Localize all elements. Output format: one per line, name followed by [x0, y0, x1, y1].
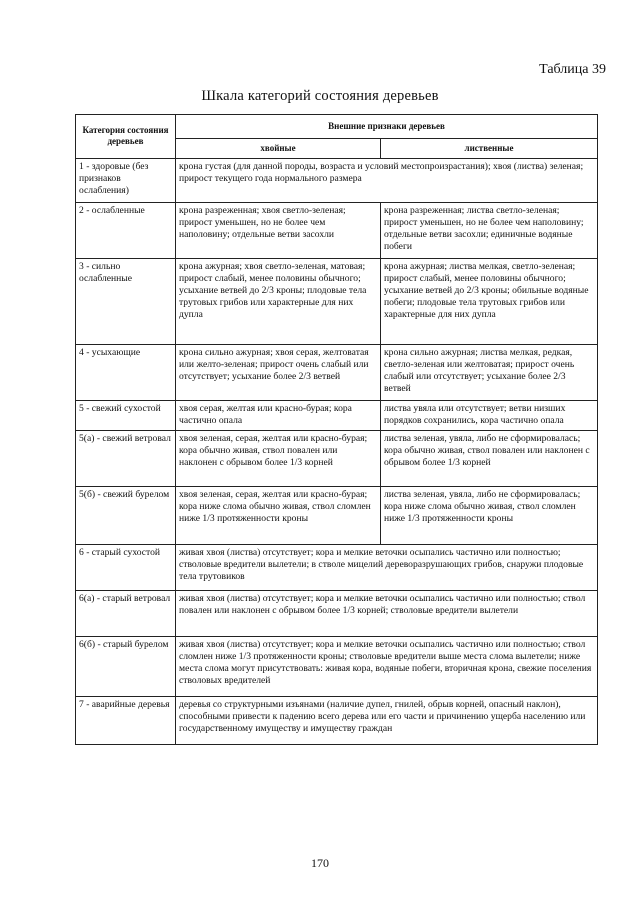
table-row	[76, 637, 598, 697]
deciduous-cell: крона ажурная; листва мелкая, светло-зеленая; прирост слабый, менее половины обычного; усыхание ветвей до 2/3 кроны; обильные водяные побеги; плодовые тела трутовых грибов или характерные для них дупла	[381, 259, 598, 345]
signs-cell: живая хвоя (листва) отсутствует; кора и мелкие веточки осыпались частично или полностью; ствол повален или наклонен с обрывом более 1/3 корней; стволовые вредители вылетели	[176, 591, 598, 637]
deciduous-cell: листва зеленая, увяла, либо не сформировалась; кора ниже слома обычно живая, ствол сломлен ниже 1/3 протяженности кроны	[381, 487, 598, 545]
deciduous-cell: крона разреженная; листва светло-зеленая; прирост уменьшен, но не более чем наполовину; отдельные ветви засохли; единичные водяные побеги	[381, 203, 598, 259]
table-row	[76, 259, 598, 345]
signs-cell: живая хвоя (листва) отсутствует; кора и мелкие веточки осыпались частично или полностью; ствол сломлен ниже 1/3 протяженности кроны; стволовые вредители выше места слома вылетели; ниже места слома могут присутствовать: живая кора, водяные побеги, вторичная крона, свежие поселения стволовых вредителей	[176, 637, 598, 697]
table-row	[76, 203, 598, 259]
header-external-signs: Внешние признаки деревьев	[176, 115, 598, 139]
category-cell: 5(а) - свежий ветровал	[76, 431, 176, 487]
conifers-cell: крона разреженная; хвоя светло-зеленая; прирост уменьшен, но не более чем наполовину; отдельные ветви засохли	[176, 203, 381, 259]
tree-condition-table	[75, 114, 598, 745]
conifers-cell: крона сильно ажурная; хвоя серая, желтоватая или желто-зеленая; прирост очень слабый или отсутствует; усыхание более 2/3 ветвей	[176, 345, 381, 401]
category-cell: 1 - здоровые (без признаков ослабления)	[76, 159, 176, 203]
signs-cell: живая хвоя (листва) отсутствует; кора и мелкие веточки осыпались частично или полностью; стволовые вредители вылетели; в стволе мицелий дереворазрушающих грибов, снаружи плодовые тела трутовиков	[176, 545, 598, 591]
category-cell: 5 - свежий сухостой	[76, 401, 176, 431]
signs-cell: деревья со структурными изъянами (наличие дупел, гнилей, обрыв корней, опасный наклон), способными привести к падению всего дерева или его части и причинению ущерба населению или государственному имуществу и имуществу граждан	[176, 697, 598, 745]
deciduous-cell: крона сильно ажурная; листва мелкая, редкая, светло-зеленая или желтоватая; прирост очень слабый или отсутствует; усыхание более 2/3 ветвей	[381, 345, 598, 401]
table-row	[76, 431, 598, 487]
page-number: 170	[311, 856, 329, 870]
category-cell: 6(б) - старый бурелом	[76, 637, 176, 697]
signs-cell: крона густая (для данной породы, возраста и условий местопроизрастания); хвоя (листва) зеленая; прирост текущего года нормального размера	[176, 159, 598, 203]
category-cell: 6 - старый сухостой	[76, 545, 176, 591]
category-cell: 6(а) - старый ветровал	[76, 591, 176, 637]
header-deciduous: лиственные	[381, 139, 598, 159]
table-row	[76, 487, 598, 545]
header-conifers: хвойные	[176, 139, 381, 159]
header-category: Категория состояния деревьев	[76, 115, 176, 159]
page-title: Шкала категорий состояния деревьев	[201, 88, 439, 104]
table-row	[76, 697, 598, 745]
table-row	[76, 591, 598, 637]
category-cell: 4 - усыхающие	[76, 345, 176, 401]
conifers-cell: хвоя серая, желтая или красно-бурая; кора частично опала	[176, 401, 381, 431]
table-row	[76, 159, 598, 203]
conifers-cell: хвоя зеленая, серая, желтая или красно-бурая; кора обычно живая, ствол повален или наклонен с обрывом более 1/3 корней	[176, 431, 381, 487]
conifers-cell: крона ажурная; хвоя светло-зеленая, матовая; прирост слабый, менее половины обычного; усыхание ветвей до 2/3 кроны; плодовые тела трутовых грибов или характерные для них дупла	[176, 259, 381, 345]
category-cell: 3 - сильно ослабленные	[76, 259, 176, 345]
deciduous-cell: листва зеленая, увяла, либо не сформировалась; кора обычно живая, ствол повален или наклонен с обрывом более 1/3 корней	[381, 431, 598, 487]
deciduous-cell: листва увяла или отсутствует; ветви низших порядков сохранились, кора частично опала	[381, 401, 598, 431]
category-cell: 2 - ослабленные	[76, 203, 176, 259]
table-row	[76, 345, 598, 401]
category-cell: 5(б) - свежий бурелом	[76, 487, 176, 545]
category-cell: 7 - аварийные деревья	[76, 697, 176, 745]
table-row	[76, 401, 598, 431]
table-number: Таблица 39	[539, 62, 606, 77]
table-row	[76, 545, 598, 591]
conifers-cell: хвоя зеленая, серая, желтая или красно-бурая; кора ниже слома обычно живая, ствол сломлен ниже 1/3 протяженности кроны	[176, 487, 381, 545]
